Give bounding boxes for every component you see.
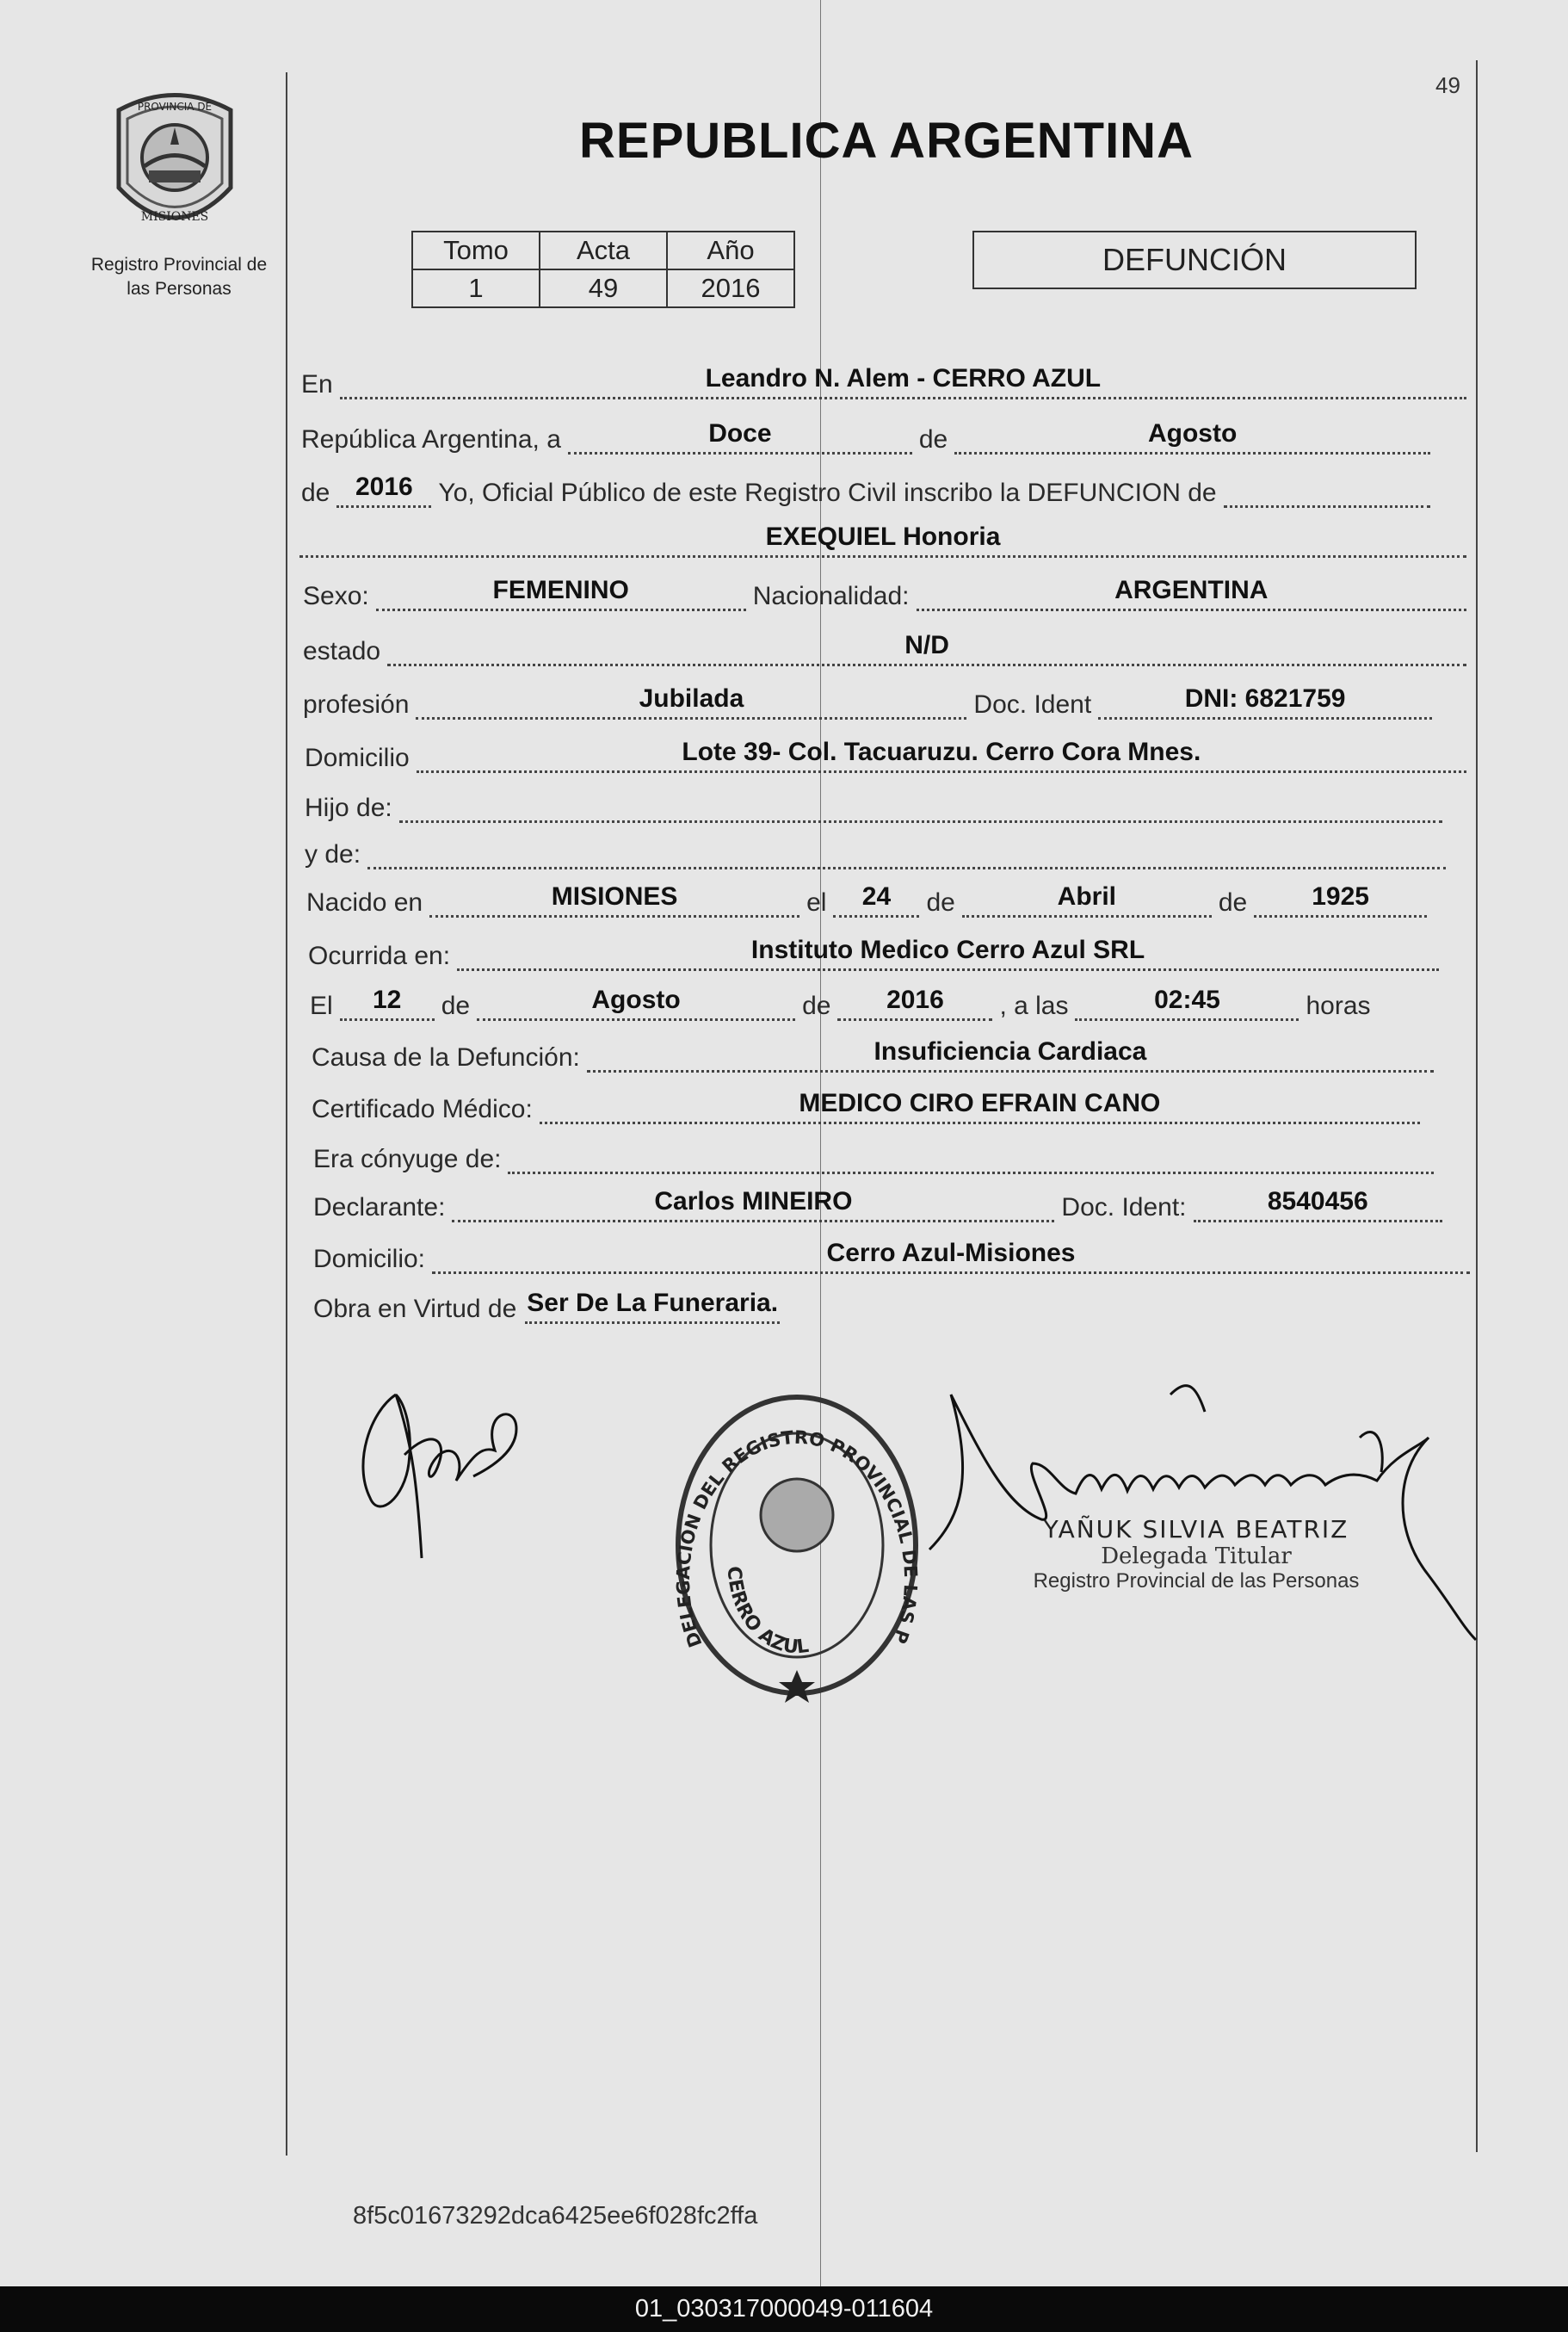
field-def-dia: 12 <box>340 986 435 1021</box>
field-def-anio: 2016 <box>837 986 992 1021</box>
field-conyuge <box>508 1139 1434 1174</box>
field-declarante: Carlos MINEIRO <box>452 1187 1054 1222</box>
field-estado: N/D <box>387 631 1466 666</box>
label-de-3: de <box>926 888 955 917</box>
row-conyuge <box>313 1140 1441 1174</box>
main-title: REPUBLICA ARGENTINA <box>579 113 1194 169</box>
label-domicilio: Domicilio <box>305 744 410 772</box>
row-causa <box>312 1038 1441 1073</box>
field-dia: Doce <box>568 419 912 455</box>
label-horas: horas <box>1306 992 1371 1020</box>
signer-block <box>1015 1515 1377 1593</box>
label-declarante: Declarante: <box>313 1193 446 1222</box>
acta-header: Acta <box>540 232 667 269</box>
registry-table <box>411 231 795 308</box>
signer-office: Registro Provincial de las Personas <box>1033 1569 1360 1593</box>
field-declarante-domicilio: Cerro Azul-Misiones <box>432 1239 1470 1274</box>
tomo-header: Tomo <box>412 232 540 269</box>
document-hash: 8f5c01673292dca6425ee6f028fc2ffa <box>353 2202 758 2230</box>
row-certificado <box>312 1090 1427 1124</box>
row-domicilio <box>305 739 1473 773</box>
label-el-cap: El <box>310 992 333 1020</box>
label-nacionalidad: Nacionalidad: <box>752 582 910 610</box>
row-ocurrida <box>308 937 1446 971</box>
label-de-4: de <box>1218 888 1248 917</box>
label-de-1: de <box>918 425 948 454</box>
label-nacido-en: Nacido en <box>306 888 423 917</box>
field-nac-anio: 1925 <box>1254 882 1427 918</box>
label-el: el <box>806 888 827 917</box>
province-seal-logo <box>102 84 248 239</box>
registry-caption-line2: las Personas <box>127 279 231 299</box>
field-nacido-en: MISIONES <box>429 882 799 918</box>
field-nac-dia: 24 <box>833 882 919 918</box>
label-causa: Causa de la Defunción: <box>312 1043 580 1072</box>
officer-signature <box>912 1343 1480 1657</box>
stamp-inner-text: CERRO AZUL <box>722 1565 811 1659</box>
document-type-box: DEFUNCIÓN <box>972 231 1417 289</box>
label-doc-ident: Doc. Ident <box>973 690 1092 719</box>
label-y-de: y de: <box>305 840 361 869</box>
field-documento: DNI: 6821759 <box>1098 684 1432 720</box>
anio-header: Año <box>667 232 794 269</box>
row-fecha-defuncion <box>310 987 1463 1021</box>
label-sexo: Sexo: <box>303 582 369 610</box>
field-domicilio: Lote 39- Col. Tacuaruzu. Cerro Cora Mnes. <box>417 738 1466 773</box>
registry-caption <box>76 253 282 301</box>
label-de-5: de <box>441 992 471 1020</box>
registry-caption-line1: Registro Provincial de <box>90 255 268 275</box>
row-y-de <box>305 835 1453 869</box>
label-en: En <box>301 370 333 399</box>
declarant-signature <box>344 1360 551 1588</box>
row-lugar <box>301 365 1473 399</box>
field-mes: Agosto <box>954 419 1430 455</box>
signer-role: Delegada Titular <box>1101 1543 1292 1569</box>
field-hijo-de <box>399 788 1442 823</box>
row-nacimiento <box>306 883 1434 918</box>
field-anio: 2016 <box>336 473 431 508</box>
field-certificado: MEDICO CIRO EFRAIN CANO <box>540 1089 1420 1124</box>
field-obra: Ser De La Funeraria. <box>525 1289 780 1324</box>
label-republica: República Argentina, a <box>301 425 561 454</box>
label-conyuge: Era cónyuge de: <box>313 1145 502 1173</box>
field-declarante-doc: 8540456 <box>1194 1187 1443 1222</box>
page-number: 49 <box>1435 72 1460 98</box>
stamp-outer-text: DELEGACION DEL REGISTRO PROVINCIAL DE LAS P <box>672 1426 922 1650</box>
field-fallecido: EXEQUIEL Honoria <box>299 523 1466 558</box>
field-inscribo-blank <box>1224 473 1430 508</box>
label-hijo-de: Hijo de: <box>305 794 392 822</box>
official-stamp <box>668 1386 926 1709</box>
logo-text-top: PROVINCIA DE <box>137 101 213 113</box>
row-estado <box>303 632 1473 666</box>
right-margin-line <box>1476 60 1478 2152</box>
row-fecha <box>301 420 1437 455</box>
field-causa: Insuficiencia Cardiaca <box>587 1037 1434 1073</box>
label-de-2: de <box>301 479 330 507</box>
field-profesion: Jubilada <box>416 684 966 720</box>
row-inscribo <box>301 473 1437 508</box>
row-declarante <box>313 1188 1449 1222</box>
field-sexo: FEMENINO <box>376 576 746 611</box>
field-lugar: Leandro N. Alem - CERRO AZUL <box>340 364 1466 399</box>
anio-value: 2016 <box>667 269 794 307</box>
field-nacionalidad: ARGENTINA <box>917 576 1466 611</box>
label-domicilio-2: Domicilio: <box>313 1245 426 1273</box>
row-obra <box>313 1290 1088 1324</box>
footer-id-bar: 01_030317000049-011604 <box>0 2286 1568 2332</box>
svg-text:CERRO AZUL <box>723 1566 811 1659</box>
logo-text-bottom: MISIONES <box>140 210 209 224</box>
label-doc-ident-2: Doc. Ident: <box>1061 1193 1187 1222</box>
field-nac-mes: Abril <box>962 882 1212 918</box>
label-a-las: , a las <box>999 992 1069 1020</box>
label-inscribo: Yo, Oficial Público de este Registro Civil inscribo la DEFUNCION de <box>438 479 1217 507</box>
label-de-6: de <box>802 992 831 1020</box>
row-fallecido <box>293 523 1473 558</box>
label-certificado: Certificado Médico: <box>312 1095 533 1123</box>
field-def-hora: 02:45 <box>1075 986 1299 1021</box>
acta-value: 49 <box>540 269 667 307</box>
label-obra: Obra en Virtud de <box>313 1295 517 1323</box>
row-hijo-de <box>305 789 1449 823</box>
field-y-de <box>367 834 1446 869</box>
left-margin-line <box>286 72 287 2156</box>
signer-name: YAÑUK SILVIA BEATRIZ <box>1043 1515 1349 1543</box>
label-ocurrida-en: Ocurrida en: <box>308 942 451 970</box>
row-domicilio-declarante <box>313 1240 1477 1274</box>
label-estado: estado <box>303 637 381 665</box>
field-def-mes: Agosto <box>477 986 795 1021</box>
field-ocurrida-en: Instituto Medico Cerro Azul SRL <box>457 936 1439 971</box>
row-sexo <box>303 577 1473 611</box>
label-profesion: profesión <box>303 690 410 719</box>
row-profesion <box>303 685 1439 720</box>
tomo-value: 1 <box>412 269 540 307</box>
